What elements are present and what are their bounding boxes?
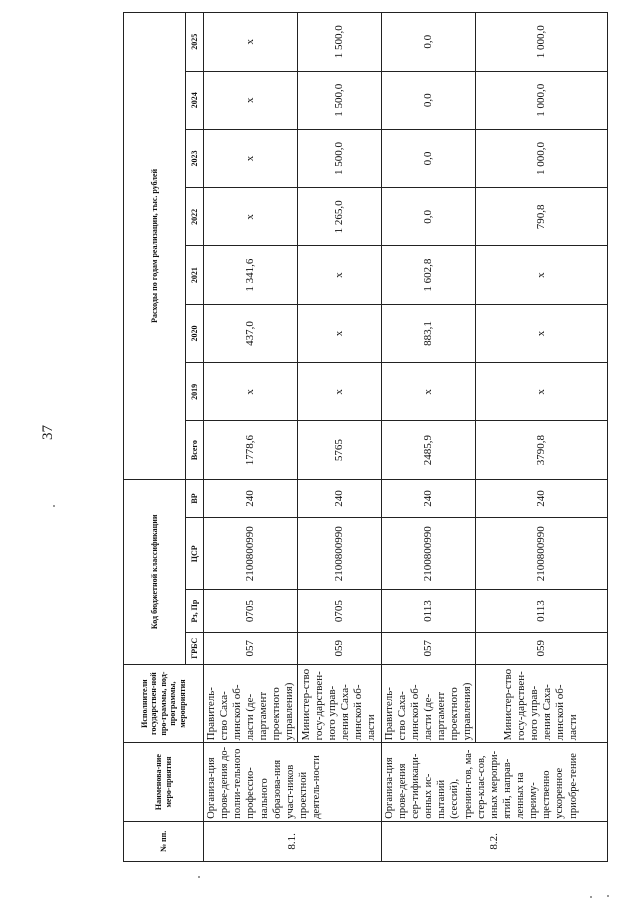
rotated-table-container <box>123 12 589 862</box>
header-budget-code: Код бюджетной классификации <box>124 479 186 664</box>
cell-grbs: 057 <box>381 632 475 664</box>
cell-2021: 1 602,8 <box>381 246 475 304</box>
cell-csr: 2100800990 <box>381 518 475 590</box>
cell-csr: 2100800990 <box>475 518 607 590</box>
cell-2020: х <box>475 304 607 362</box>
header-name: Наименова-ние меро-приятия <box>124 743 204 821</box>
row-executor: Министер-ство госу-дарствен-ного управ-ления Саха-линской об-ласти <box>475 664 607 742</box>
scan-speck <box>590 896 592 898</box>
row-executor: Правитель-ство Саха-линской об-ласти (де-партамент проектного управления) <box>381 664 475 742</box>
cell-vr: 240 <box>475 479 607 517</box>
row-number: 8.1. <box>204 821 382 861</box>
cell-2025: 1 000,0 <box>475 13 607 72</box>
row-executor: Министер-ство госу-дарствен-ного управ-ления Саха-линской об-ласти <box>297 664 381 742</box>
cell-2023: 0,0 <box>381 129 475 187</box>
header-2024: 2024 <box>186 71 204 129</box>
header-2022: 2022 <box>186 188 204 246</box>
expenses-table <box>123 12 608 862</box>
cell-2023: 1 500,0 <box>297 129 381 187</box>
header-executor: Исполнители государствен-ной про-граммы, под-программы, мероприятия <box>124 664 204 742</box>
cell-vr: 240 <box>297 479 381 517</box>
scan-speck <box>607 895 609 897</box>
cell-2024: 0,0 <box>381 71 475 129</box>
cell-rzpr: 0113 <box>381 590 475 632</box>
cell-total: 2485,9 <box>381 421 475 479</box>
cell-csr: 2100800990 <box>204 518 298 590</box>
header-2019: 2019 <box>186 363 204 421</box>
scan-speck <box>53 505 55 507</box>
header-csr: ЦСР <box>186 518 204 590</box>
row-name: Организа-ция прове-дения до-полни-тельного профессио-нального образова-ния участ-ников проектной деятель-ности <box>204 743 382 821</box>
cell-2019: х <box>475 363 607 421</box>
header-vr: ВР <box>186 479 204 517</box>
cell-2021: 1 341,6 <box>204 246 298 304</box>
cell-rzpr: 0113 <box>475 590 607 632</box>
header-2023: 2023 <box>186 129 204 187</box>
header-total: Всего <box>186 421 204 479</box>
cell-2025: 1 500,0 <box>297 13 381 72</box>
cell-total: 3790,8 <box>475 421 607 479</box>
table-row <box>475 13 607 862</box>
cell-2024: 1 000,0 <box>475 71 607 129</box>
header-grbs: ГРБС <box>186 632 204 664</box>
table-row <box>204 13 298 862</box>
cell-2020: 883,1 <box>381 304 475 362</box>
cell-total: 1778,6 <box>204 421 298 479</box>
cell-grbs: 059 <box>475 632 607 664</box>
header-no: № пп. <box>124 821 204 861</box>
cell-2019: х <box>204 363 298 421</box>
row-name: Организа-ция прове-дения сер-тификаци-онных ис-пытаний (сессий), тренин-гов, ма-стер-клас-сов, иных меропри-ятий, направ-ленных на преиму-щественно ускоренное приобре-тение <box>381 743 607 821</box>
cell-2020: х <box>297 304 381 362</box>
cell-2025: 0,0 <box>381 13 475 72</box>
cell-grbs: 059 <box>297 632 381 664</box>
cell-2022: 1 265,0 <box>297 188 381 246</box>
cell-total: 5765 <box>297 421 381 479</box>
table-row <box>381 13 475 862</box>
cell-2023: х <box>204 129 298 187</box>
cell-2021: х <box>297 246 381 304</box>
cell-vr: 240 <box>381 479 475 517</box>
header-row-1 <box>124 13 186 862</box>
cell-vr: 240 <box>204 479 298 517</box>
cell-2023: 1 000,0 <box>475 129 607 187</box>
cell-2020: 437,0 <box>204 304 298 362</box>
header-2025: 2025 <box>186 13 204 72</box>
cell-2022: 0,0 <box>381 188 475 246</box>
row-number: 8.2. <box>381 821 607 861</box>
cell-2022: х <box>204 188 298 246</box>
cell-2019: х <box>381 363 475 421</box>
cell-2019: х <box>297 363 381 421</box>
header-expenses: Расходы по годам реализации, тыс. рублей <box>124 13 186 480</box>
cell-2024: 1 500,0 <box>297 71 381 129</box>
cell-2024: х <box>204 71 298 129</box>
page-number: 37 <box>40 425 56 440</box>
cell-2025: х <box>204 13 298 72</box>
row-executor: Правитель-ство Саха-линской об-ласти (де-партамент проектного управления) <box>204 664 298 742</box>
cell-csr: 2100800990 <box>297 518 381 590</box>
cell-rzpr: 0705 <box>204 590 298 632</box>
cell-2022: 790,8 <box>475 188 607 246</box>
cell-rzpr: 0705 <box>297 590 381 632</box>
header-2021: 2021 <box>186 246 204 304</box>
scan-speck <box>198 876 200 878</box>
table-row <box>297 13 381 862</box>
cell-grbs: 057 <box>204 632 298 664</box>
header-rzpr: Рз, Пр <box>186 590 204 632</box>
header-2020: 2020 <box>186 304 204 362</box>
cell-2021: х <box>475 246 607 304</box>
